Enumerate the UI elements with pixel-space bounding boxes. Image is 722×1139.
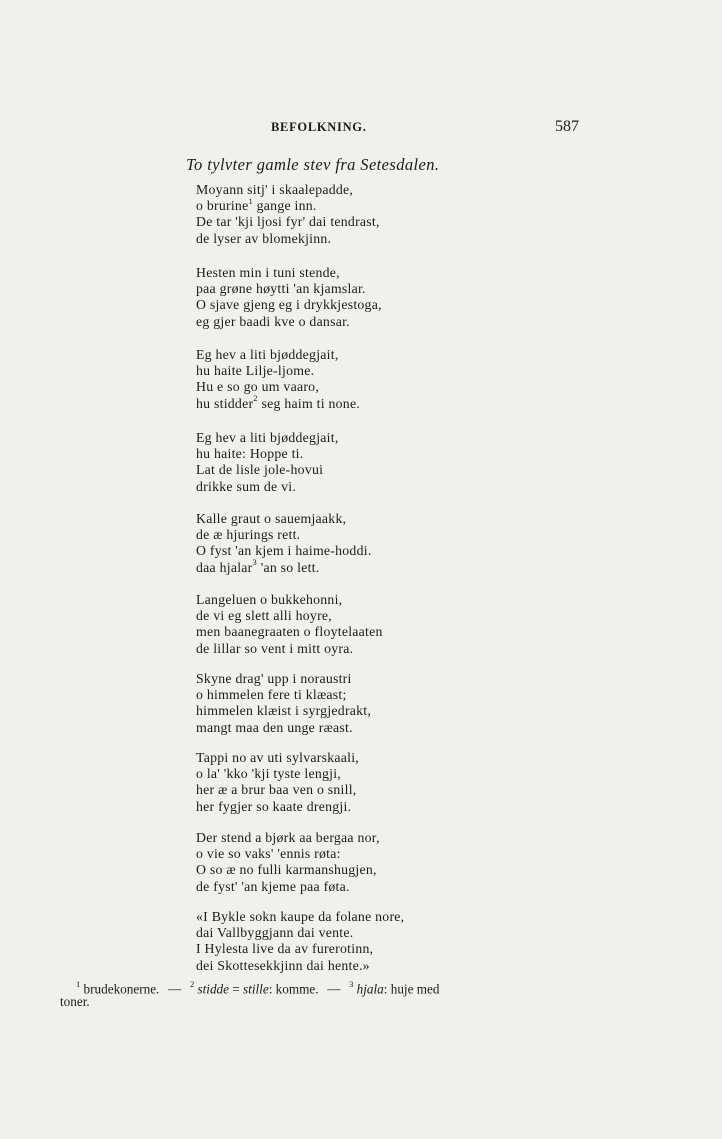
verse-line: mangt maa den unge ræast. [196, 719, 353, 735]
verse-line: Tappi no av uti sylvarskaali, [196, 750, 359, 765]
verse-line: de lyser av blomekjinn. [196, 230, 332, 246]
verse-line: eg gjer baadi kve o dansar. [196, 313, 350, 329]
footnote-marker: 2 [253, 393, 258, 404]
footnote-text: : komme. [268, 981, 319, 997]
footnote-text: brudekonerne. [83, 981, 160, 997]
verse-line: Langeluen o bukkehonni, [196, 592, 343, 607]
verse-line: Eg hev a liti bjøddegjait, [196, 430, 339, 445]
stanza-1 [196, 182, 496, 247]
stanza-10 [196, 909, 496, 974]
verse-line: O sjave gjeng eg i drykkjestoga, [196, 297, 382, 313]
footnote-term: hjala [356, 981, 384, 997]
footnotes [76, 977, 586, 997]
verse-line [196, 557, 496, 576]
verse-line: Skyne drag' upp i noraustri [196, 671, 352, 686]
verse-line: De tar 'kji ljosi fyr' dai tendrast, [196, 214, 380, 230]
verse-line: I Hylesta live da av furerotinn, [196, 941, 374, 957]
stanza-3 [196, 347, 496, 412]
verse-line: «I Bykle sokn kaupe da folane nore, [196, 909, 405, 924]
verse-line: o himmelen fere ti klæast; [196, 687, 347, 703]
page-number: 587 [555, 118, 579, 135]
footnote-marker: 3 [252, 557, 258, 568]
footnote-dash: — [327, 981, 341, 997]
stanza-4 [196, 430, 496, 495]
stanza-6 [196, 592, 496, 657]
footnote-marker: 1 [248, 195, 253, 206]
verse-line: O so æ no fulli karmanshugjen, [196, 862, 377, 878]
footnote-continuation: toner. [60, 994, 90, 1009]
footnote-definition: stille [243, 981, 269, 997]
verse-line: Eg hev a liti bjøddegjait, [196, 347, 339, 362]
verse-line: Hu e so go um vaaro, [196, 379, 320, 395]
verse-line: hu haite: Hoppe ti. [196, 446, 304, 462]
footnote-equals: = [232, 981, 240, 997]
verse-line: her æ a brur baa ven o snill, [196, 782, 357, 798]
verse-text: seg haim ti none. [261, 395, 361, 411]
verse-line: O fyst 'an kjem i haime-hoddi. [196, 543, 372, 559]
verse-line: de fyst' 'an kjeme paa føta. [196, 878, 350, 894]
verse-line [196, 195, 496, 214]
footnote-text: : huje med [383, 981, 440, 997]
footnote-marker: 1 [76, 979, 81, 989]
verse-line: dei Skottesekkjinn dai hente.» [196, 957, 370, 973]
verse-text: 'an so lett. [260, 559, 320, 575]
footnote-marker: 3 [349, 979, 354, 989]
verse-line: Kalle graut o sauemjaakk, [196, 511, 347, 526]
footnote-marker: 2 [189, 979, 195, 989]
verse-line: de lillar so vent i mitt oyra. [196, 640, 354, 656]
running-head: BEFOLKNING. [271, 120, 367, 134]
stanza-2 [196, 265, 496, 330]
verse-line: drikke sum de vi. [196, 478, 297, 494]
verse-line: Lat de lisle jole-hovui [196, 462, 324, 478]
verse-line: men baanegraaten o floytelaaten [196, 624, 383, 640]
stanza-7 [196, 671, 496, 736]
verse-line: hu haite Lilje-ljome. [196, 363, 315, 379]
verse-text: gange inn. [256, 198, 317, 214]
verse-line: de æ hjurings rett. [196, 527, 301, 543]
verse-line: dai Vallbyggjann dai vente. [196, 925, 354, 941]
verse-line: her fygjer so kaate drengji. [196, 798, 352, 814]
stanza-8 [196, 750, 496, 815]
stanza-9 [196, 830, 496, 895]
verse-line: o vie so vaks' 'ennis røta: [196, 846, 341, 862]
verse-line: Hesten min i tuni stende, [196, 265, 340, 280]
poem-title: To tylvter gamle stev fra Setesdalen. [186, 155, 440, 174]
verse-text: daa hjalar [196, 559, 253, 575]
verse-line [196, 393, 496, 412]
footnote-dash: — [168, 981, 182, 997]
stanza-5 [196, 511, 496, 576]
verse-line: Moyann sitj' i skaalepadde, [196, 182, 354, 197]
verse-text: hu stidder [196, 395, 254, 411]
verse-line: Der stend a bjørk aa bergaa nor, [196, 830, 380, 845]
verse-line: o la' 'kko 'kji tyste lengji, [196, 766, 341, 782]
verse-line: de vi eg slett alli hoyre, [196, 608, 333, 624]
footnote-term: stidde [197, 981, 229, 997]
verse-text: o brurine [196, 198, 249, 214]
verse-line: paa grøne høytti 'an kjamslar. [196, 281, 366, 297]
verse-line: himmelen klæist i syrgjedrakt, [196, 703, 372, 719]
